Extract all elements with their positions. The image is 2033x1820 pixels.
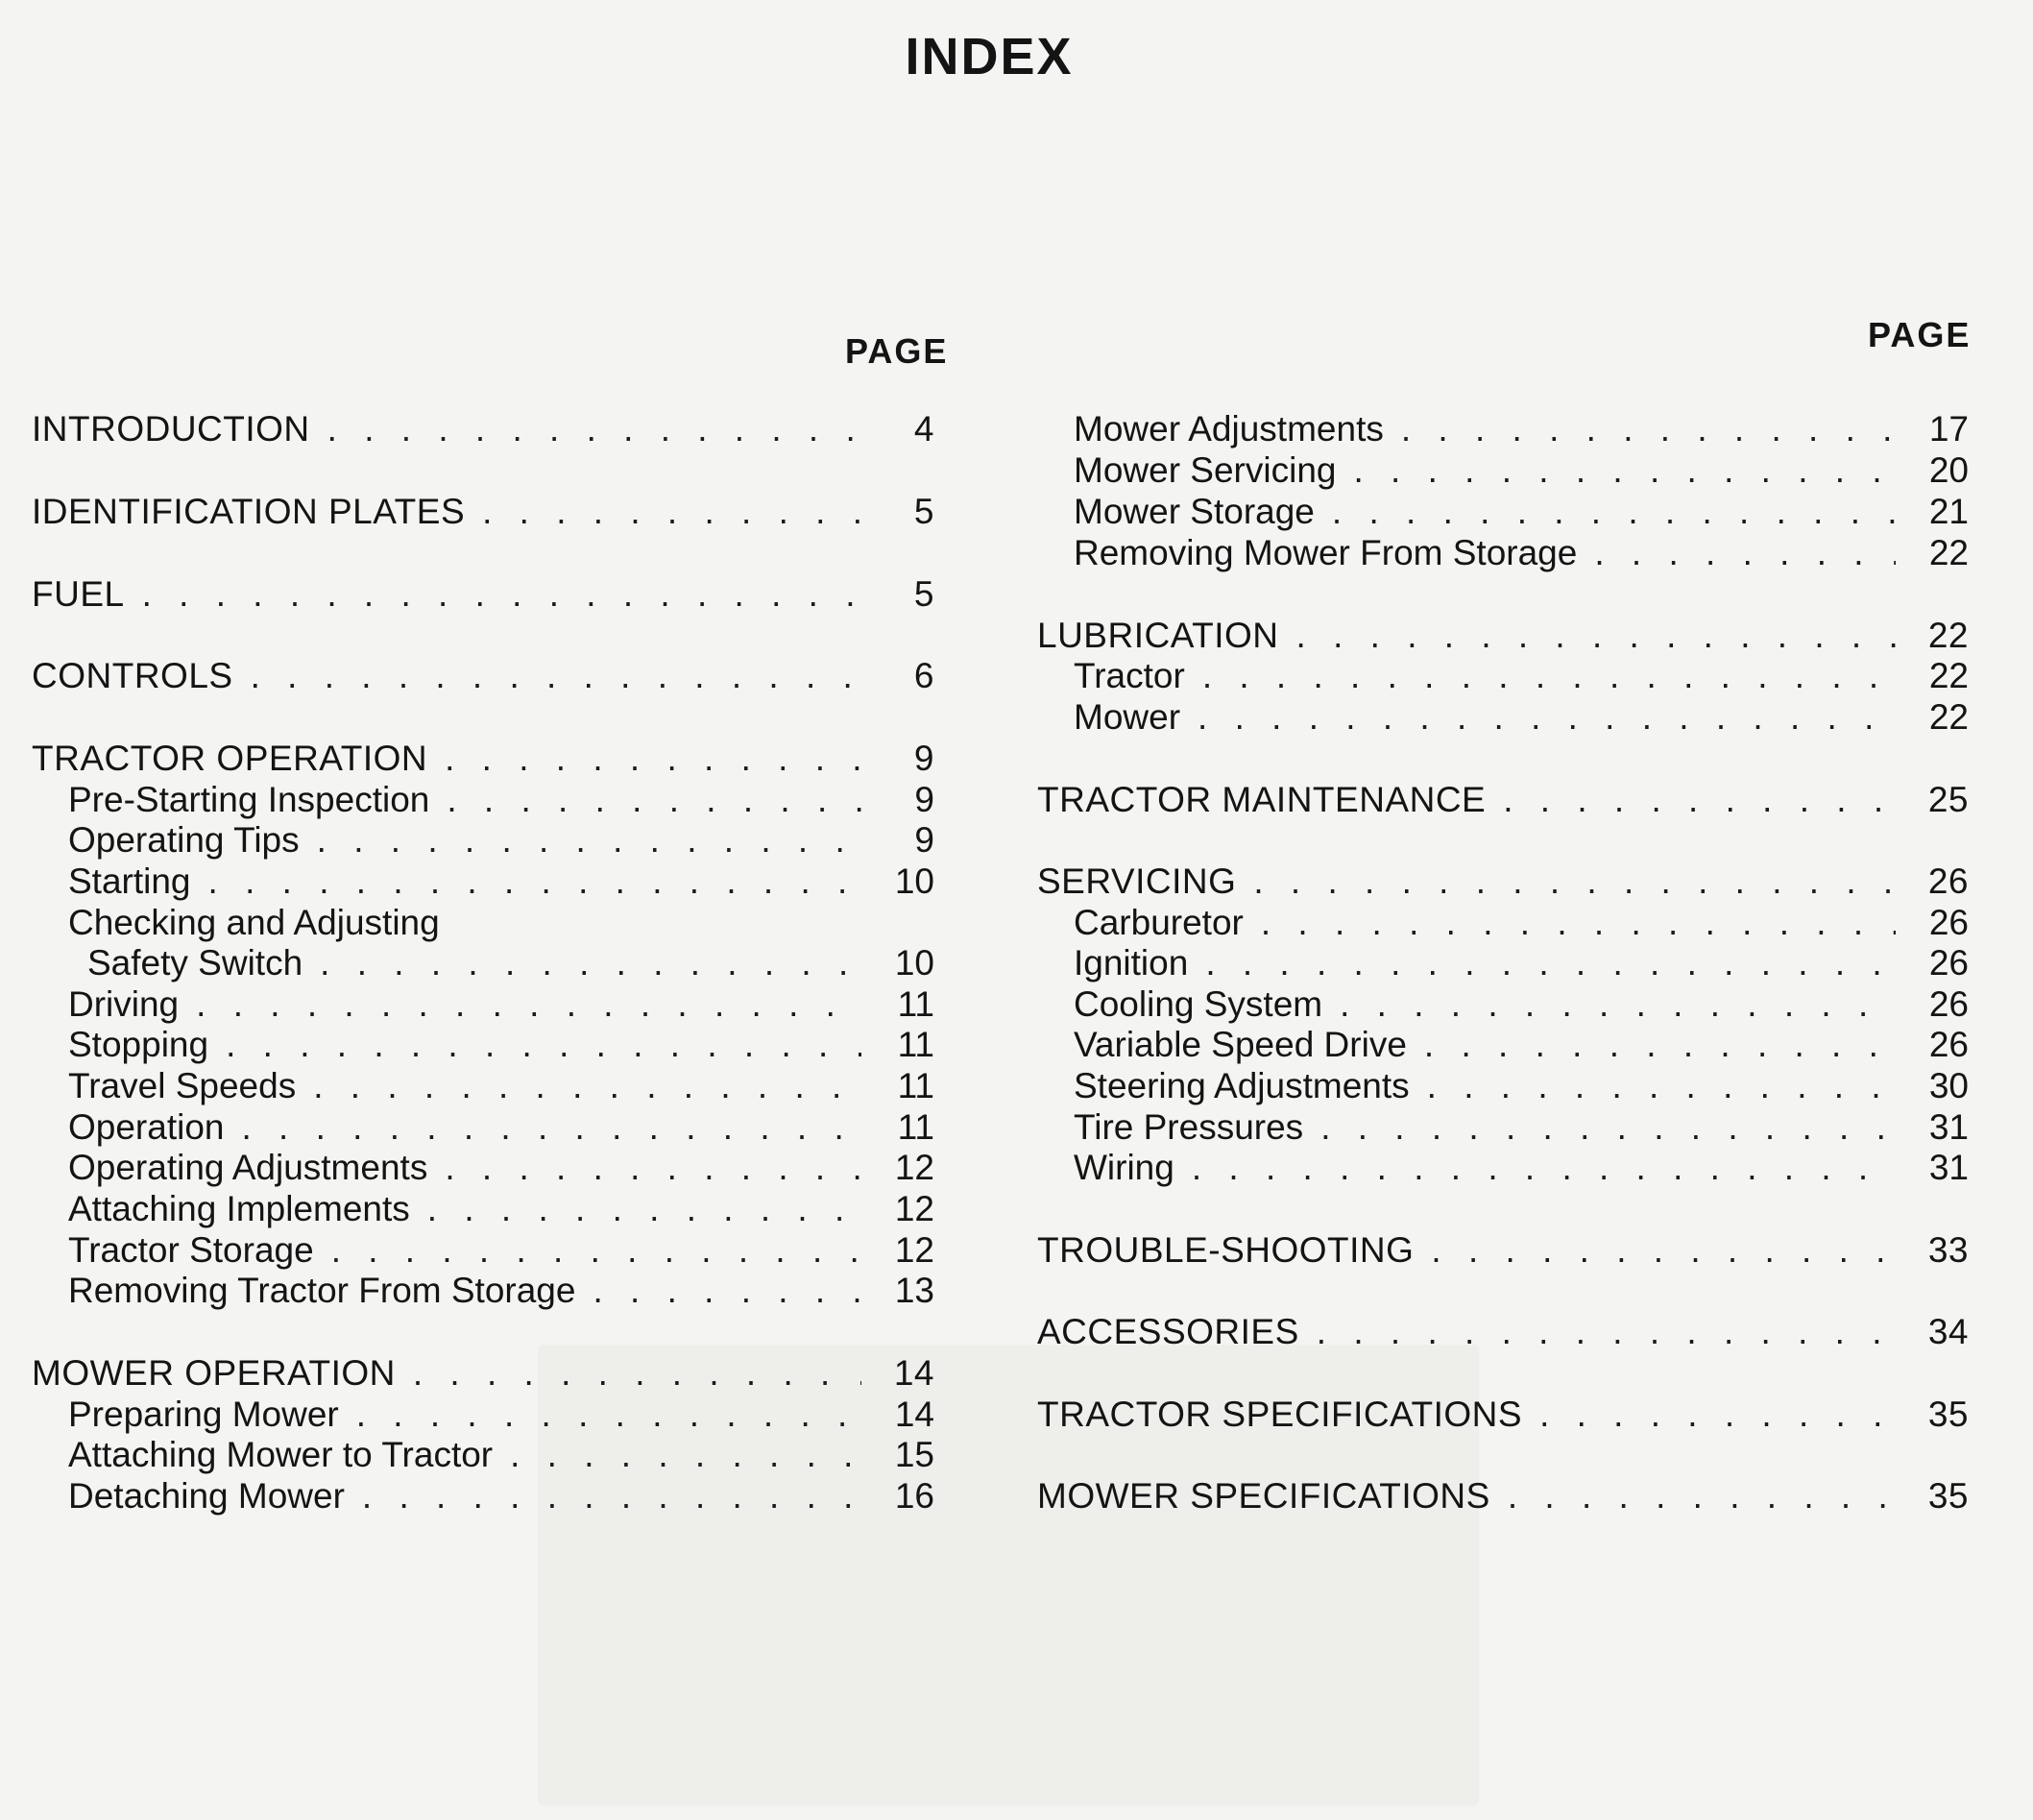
index-entry-label: IDENTIFICATION PLATES bbox=[32, 492, 466, 531]
index-entry bbox=[32, 1188, 934, 1230]
index-entry-label: INTRODUCTION bbox=[32, 409, 310, 449]
index-entry-page-number: 9 bbox=[914, 780, 934, 819]
index-entry-page-number: 26 bbox=[1928, 984, 1969, 1024]
index-entry-page-number: 26 bbox=[1927, 861, 1969, 901]
index-entry-label: Removing Mower From Storage bbox=[1074, 533, 1578, 572]
dot-leader bbox=[413, 1352, 861, 1395]
index-entry-page-number: 35 bbox=[1927, 1476, 1969, 1516]
index-entry bbox=[1037, 1106, 1969, 1149]
index-entry bbox=[32, 738, 934, 780]
index-entry-label: ACCESSORIES bbox=[1037, 1312, 1299, 1351]
dot-leader bbox=[208, 861, 861, 903]
index-entry-page-number: 21 bbox=[1928, 492, 1969, 531]
index-entry-label: Pre-Starting Inspection bbox=[68, 780, 430, 819]
dot-leader bbox=[1202, 655, 1896, 697]
dot-leader bbox=[1594, 532, 1896, 574]
dot-leader bbox=[427, 1188, 861, 1230]
dot-leader bbox=[1424, 1024, 1896, 1066]
index-entry-page-number: 31 bbox=[1928, 1148, 1969, 1187]
index-entry-page-number: 22 bbox=[1928, 533, 1969, 572]
dot-leader bbox=[447, 779, 861, 821]
index-entry bbox=[1037, 408, 1969, 450]
dot-leader bbox=[1508, 1475, 1896, 1517]
dot-leader bbox=[1253, 861, 1896, 903]
dot-leader bbox=[1192, 1147, 1896, 1189]
index-entry-label: Removing Tractor From Storage bbox=[68, 1271, 576, 1310]
index-entry bbox=[32, 1147, 934, 1189]
index-entry-label: Stopping bbox=[68, 1025, 209, 1064]
dot-leader bbox=[1296, 615, 1896, 657]
index-entry-label: Operating Tips bbox=[68, 820, 300, 860]
dot-leader bbox=[196, 983, 861, 1026]
dot-leader bbox=[1401, 408, 1896, 450]
index-entry-page-number: 12 bbox=[894, 1148, 934, 1187]
dot-leader bbox=[242, 1106, 862, 1149]
index-entry-page-number: 17 bbox=[1928, 409, 1969, 449]
index-entry bbox=[32, 819, 934, 861]
dot-leader bbox=[482, 491, 861, 533]
index-entry-label: SERVICING bbox=[1037, 861, 1237, 901]
dot-leader bbox=[327, 408, 861, 450]
index-entry-page-number: 6 bbox=[913, 656, 934, 695]
index-entry-page-number: 22 bbox=[1927, 616, 1969, 655]
index-entry bbox=[1037, 696, 1969, 739]
index-entry-label: FUEL bbox=[32, 574, 125, 614]
index-entry bbox=[32, 1106, 934, 1149]
index-entry-page-number: 12 bbox=[894, 1230, 934, 1270]
index-entry-label: Steering Adjustments bbox=[1074, 1066, 1410, 1105]
index-entry-label: TRACTOR MAINTENANCE bbox=[1037, 780, 1487, 819]
index-entry bbox=[32, 1394, 934, 1436]
index-entry bbox=[32, 573, 934, 616]
index-entry-page-number: 34 bbox=[1927, 1312, 1969, 1351]
index-entry-label: Wiring bbox=[1074, 1148, 1174, 1187]
index-entry-page-number: 31 bbox=[1928, 1107, 1969, 1147]
index-entry bbox=[32, 1270, 934, 1312]
index-entry bbox=[1037, 779, 1969, 821]
index-entry bbox=[1037, 861, 1969, 903]
index-entry-label: TRACTOR SPECIFICATIONS bbox=[1037, 1395, 1523, 1434]
index-entry bbox=[32, 408, 934, 450]
index-entry bbox=[32, 861, 934, 903]
index-entry-label: Variable Speed Drive bbox=[1074, 1025, 1407, 1064]
dot-leader bbox=[142, 573, 861, 616]
index-entry-page-number: 5 bbox=[913, 574, 934, 614]
index-entry-label: Checking and Adjusting bbox=[68, 903, 440, 942]
dot-leader bbox=[251, 655, 861, 697]
dot-leader bbox=[1317, 1311, 1896, 1353]
index-entry-page-number: 14 bbox=[893, 1353, 934, 1393]
dot-leader bbox=[362, 1475, 861, 1517]
index-entry-label: Tractor bbox=[1074, 656, 1185, 695]
index-entry-label: Ignition bbox=[1074, 943, 1189, 983]
index-entry-label: Travel Speeds bbox=[68, 1066, 297, 1105]
index-entry-page-number: 35 bbox=[1927, 1395, 1969, 1434]
index-entry-page-number: 11 bbox=[897, 1107, 934, 1147]
index-entry bbox=[32, 902, 934, 944]
index-entry bbox=[32, 491, 934, 533]
dot-leader bbox=[1320, 1106, 1896, 1149]
dot-leader bbox=[313, 1065, 861, 1107]
index-entry-label: LUBRICATION bbox=[1037, 616, 1279, 655]
dot-leader bbox=[1431, 1229, 1896, 1272]
index-entry bbox=[32, 1229, 934, 1272]
index-entry-label: Attaching Mower to Tractor bbox=[68, 1435, 494, 1474]
dot-leader bbox=[1340, 983, 1896, 1026]
index-entry-page-number: 26 bbox=[1928, 903, 1969, 942]
index-entry-page-number: 20 bbox=[1928, 450, 1969, 490]
index-entry bbox=[1037, 1065, 1969, 1107]
index-entry-page-number: 10 bbox=[894, 943, 934, 983]
index-entry-label: Cooling System bbox=[1074, 984, 1323, 1024]
index-entry bbox=[32, 942, 934, 984]
index-entry-page-number: 5 bbox=[913, 492, 934, 531]
index-entry-page-number: 26 bbox=[1928, 943, 1969, 983]
index-entry bbox=[32, 983, 934, 1026]
index-entry-label: Tractor Storage bbox=[68, 1230, 314, 1270]
dot-leader bbox=[1539, 1394, 1896, 1436]
index-entry-label: MOWER OPERATION bbox=[32, 1353, 396, 1393]
index-entry-label: Operating Adjustments bbox=[68, 1148, 428, 1187]
dot-leader bbox=[317, 819, 861, 861]
index-entry-page-number: 22 bbox=[1928, 656, 1969, 695]
index-entry bbox=[32, 1024, 934, 1066]
dot-leader bbox=[593, 1270, 861, 1312]
dot-leader bbox=[1261, 902, 1896, 944]
index-entry-page-number: 26 bbox=[1928, 1025, 1969, 1064]
index-entry-page-number: 33 bbox=[1927, 1230, 1969, 1270]
page-column-heading-left: PAGE bbox=[845, 331, 949, 371]
index-entry-page-number: 25 bbox=[1927, 780, 1969, 819]
index-entry-page-number: 11 bbox=[897, 984, 934, 1024]
index-entry-label: Mower bbox=[1074, 697, 1181, 737]
index-entry bbox=[1037, 1311, 1969, 1353]
index-entry-label: Mower Servicing bbox=[1074, 450, 1337, 490]
index-entry-label: Safety Switch bbox=[87, 943, 303, 983]
page-column-heading-right: PAGE bbox=[1868, 315, 1972, 354]
index-entry bbox=[1037, 1229, 1969, 1272]
index-entry-label: Preparing Mower bbox=[68, 1395, 339, 1434]
index-entry bbox=[1037, 1475, 1969, 1517]
index-entry bbox=[32, 1434, 934, 1476]
dot-leader bbox=[445, 1147, 861, 1189]
index-entry-label: CONTROLS bbox=[32, 656, 233, 695]
index-entry bbox=[32, 655, 934, 697]
index-entry bbox=[1037, 491, 1969, 533]
dot-leader bbox=[1198, 696, 1896, 739]
dot-leader bbox=[1332, 491, 1896, 533]
index-entry-page-number: 30 bbox=[1928, 1066, 1969, 1105]
index-entry bbox=[1037, 615, 1969, 657]
index-entry-label: TRACTOR OPERATION bbox=[32, 739, 428, 778]
index-entry bbox=[1037, 902, 1969, 944]
index-entry-page-number: 12 bbox=[894, 1189, 934, 1228]
index-entry bbox=[32, 1065, 934, 1107]
index-entry bbox=[32, 1475, 934, 1517]
index-entry-label: TROUBLE-SHOOTING bbox=[1037, 1230, 1415, 1270]
index-entry-page-number: 4 bbox=[913, 409, 934, 449]
index-entry bbox=[1037, 449, 1969, 492]
dot-leader bbox=[1427, 1065, 1896, 1107]
dot-leader bbox=[320, 942, 861, 984]
index-entry-page-number: 11 bbox=[897, 1025, 934, 1064]
index-entry bbox=[1037, 655, 1969, 697]
dot-leader bbox=[1353, 449, 1896, 492]
index-entry-label: Attaching Implements bbox=[68, 1189, 410, 1228]
index-entry-label: Detaching Mower bbox=[68, 1476, 345, 1516]
index-entry-label: Carburetor bbox=[1074, 903, 1244, 942]
index-entry-label: Driving bbox=[68, 984, 180, 1024]
index-entry bbox=[32, 1352, 934, 1395]
index-entry bbox=[1037, 1024, 1969, 1066]
index-entry-page-number: 9 bbox=[913, 739, 934, 778]
index-entry bbox=[1037, 983, 1969, 1026]
index-entry-label: Starting bbox=[68, 861, 191, 901]
index-entry-page-number: 14 bbox=[894, 1395, 934, 1434]
index-entry-page-number: 15 bbox=[894, 1435, 934, 1474]
dot-leader bbox=[226, 1024, 861, 1066]
index-entry bbox=[32, 779, 934, 821]
index-entry-label: Tire Pressures bbox=[1074, 1107, 1304, 1147]
index-entry bbox=[1037, 1394, 1969, 1436]
dot-leader bbox=[1503, 779, 1896, 821]
index-entry-label: Operation bbox=[68, 1107, 225, 1147]
index-entry bbox=[1037, 942, 1969, 984]
page-title: INDEX bbox=[905, 28, 1074, 85]
dot-leader bbox=[1205, 942, 1896, 984]
index-entry-page-number: 16 bbox=[894, 1476, 934, 1516]
index-entry-page-number: 13 bbox=[894, 1271, 934, 1310]
dot-leader bbox=[331, 1229, 861, 1272]
dot-leader bbox=[356, 1394, 861, 1436]
index-entry-page-number: 9 bbox=[914, 820, 934, 860]
dot-leader bbox=[445, 738, 861, 780]
index-entry-page-number: 10 bbox=[894, 861, 934, 901]
index-entry bbox=[1037, 532, 1969, 574]
dot-leader bbox=[510, 1434, 861, 1476]
index-entry-label: MOWER SPECIFICATIONS bbox=[1037, 1476, 1490, 1516]
index-entry-label: Mower Storage bbox=[1074, 492, 1315, 531]
index-entry bbox=[1037, 1147, 1969, 1189]
index-entry-label: Mower Adjustments bbox=[1074, 409, 1384, 449]
index-entry-page-number: 22 bbox=[1928, 697, 1969, 737]
index-entry-page-number: 11 bbox=[897, 1066, 934, 1105]
